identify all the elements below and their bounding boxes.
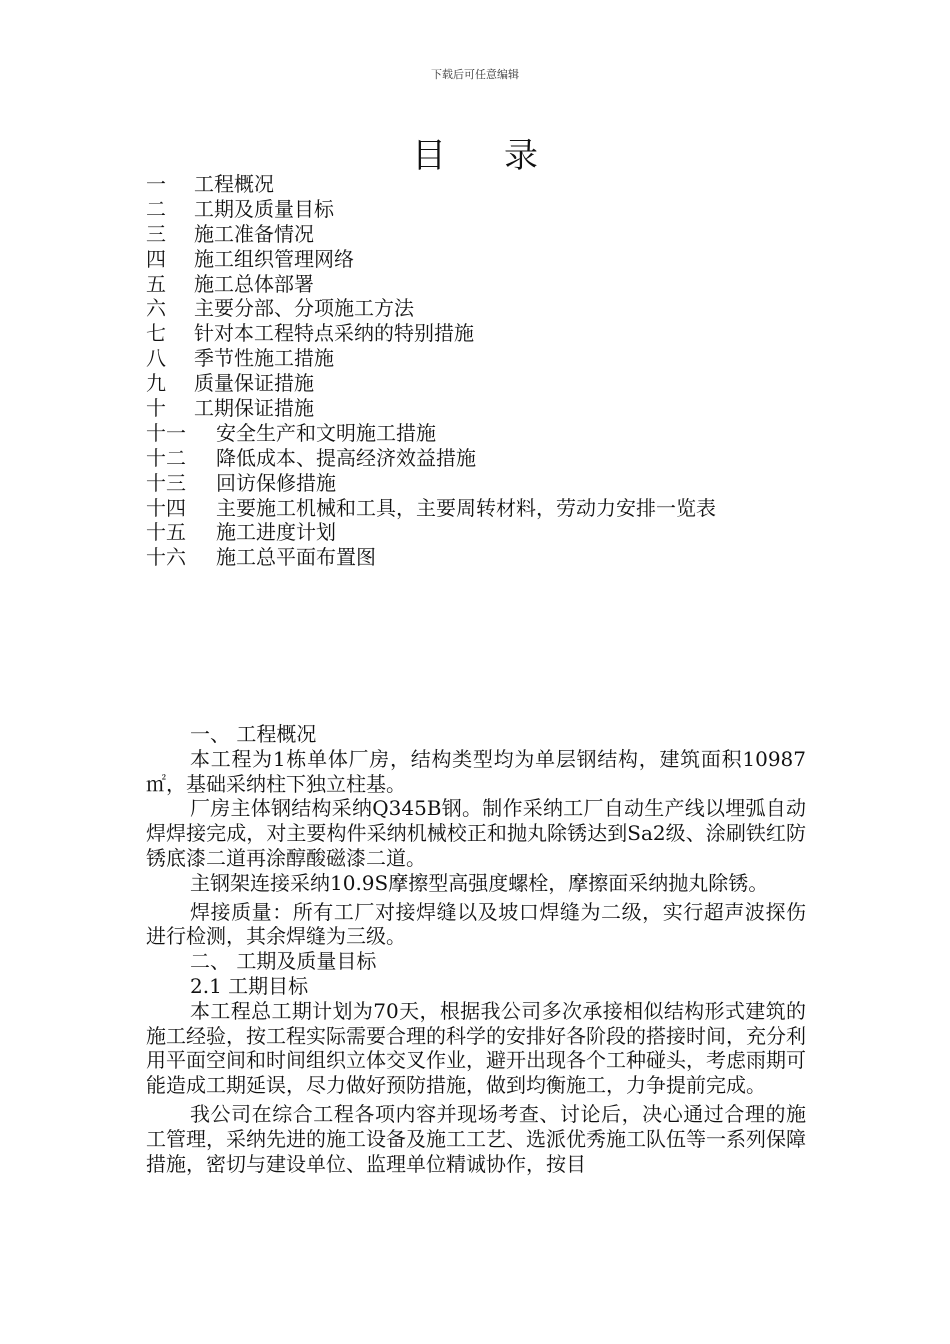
toc-item bbox=[146, 471, 716, 496]
toc-item bbox=[146, 296, 716, 321]
toc-item-number: 十二 bbox=[146, 445, 186, 470]
toc-item bbox=[146, 421, 716, 446]
paragraph: 我公司在综合工程各项内容并现场考查、讨论后，决心通过合理的施工管理，采纳先进的施工设备及施工工艺、选派优秀施工队伍等一系列保障措施，密切与建设单位、监理单位精诚协作，按目 bbox=[146, 1101, 806, 1176]
header-note: 下载后可任意编辑 bbox=[431, 68, 519, 81]
toc-item-text: 降低成本、提高经济效益措施 bbox=[216, 445, 476, 470]
toc-item-text: 工期保证措施 bbox=[194, 396, 314, 421]
toc-item bbox=[146, 520, 716, 545]
toc-item bbox=[146, 222, 716, 247]
toc-item bbox=[146, 446, 716, 471]
toc-item-text: 质量保证措施 bbox=[194, 371, 314, 396]
toc-item-number: 七 bbox=[146, 321, 166, 346]
toc-item-text: 施工进度计划 bbox=[216, 520, 336, 545]
toc-item-number: 十六 bbox=[146, 545, 186, 570]
toc-item-number: 十四 bbox=[146, 495, 186, 520]
toc-item-text: 安全生产和文明施工措施 bbox=[216, 420, 436, 445]
section-heading: 一、 工程概况 bbox=[190, 722, 317, 746]
toc-item bbox=[146, 545, 716, 570]
section-heading: 二、 工期及质量目标 bbox=[190, 949, 377, 974]
toc-item bbox=[146, 496, 716, 521]
toc-item-number: 九 bbox=[146, 371, 166, 396]
toc-item-number: 四 bbox=[146, 246, 166, 271]
toc-item-text: 主要施工机械和工具，主要周转材料，劳动力安排一览表 bbox=[216, 495, 716, 520]
toc-item-text: 工期及质量目标 bbox=[194, 196, 334, 221]
paragraph: 本工程总工期计划为70天，根据我公司多次承接相似结构形式建筑的施工经验，按工程实际需要合理的科学的安排好各阶段的搭接时间，充分利用平面空间和时间组织立体交叉作业，避开出现各个工种碰头，考虑雨期可能造成工期延误，尽力做好预防措施，做到均衡施工，力争提前完成。 bbox=[146, 998, 806, 1098]
toc-item-text: 工程概况 bbox=[194, 172, 274, 196]
toc-item bbox=[146, 197, 716, 222]
toc-item-number: 十三 bbox=[146, 470, 186, 495]
toc-item-text: 针对本工程特点采纳的特别措施 bbox=[194, 321, 474, 346]
toc-item bbox=[146, 272, 716, 297]
toc-item-text: 季节性施工措施 bbox=[194, 346, 334, 371]
paragraph: 主钢架连接采纳10.9S摩擦型高强度螺栓，摩擦面采纳抛丸除锈。 bbox=[190, 870, 769, 895]
toc-item bbox=[146, 396, 716, 421]
toc-item-number: 十一 bbox=[146, 420, 186, 445]
toc-item-text: 施工总平面布置图 bbox=[216, 545, 376, 570]
paragraph: 厂房主体钢结构采纳Q345B钢。制作采纳工厂自动生产线以埋弧自动焊焊接完成，对主要构件采纳机械校正和抛丸除锈达到Sa2级、涂刷铁红防锈底漆二道再涂醇酸磁漆二道。 bbox=[146, 796, 806, 870]
toc-item bbox=[146, 321, 716, 346]
toc-item-text: 施工总体部署 bbox=[194, 271, 314, 296]
toc-item-number: 六 bbox=[146, 296, 166, 321]
toc-item-number: 五 bbox=[146, 271, 166, 296]
toc-item-text: 施工组织管理网络 bbox=[194, 246, 354, 271]
toc-item bbox=[146, 371, 716, 396]
toc-item-text: 回访保修措施 bbox=[216, 470, 336, 495]
toc-item-number: 八 bbox=[146, 346, 166, 371]
toc-item-number: 三 bbox=[146, 221, 166, 246]
table-of-contents bbox=[146, 172, 716, 570]
paragraph: 焊接质量：所有工厂对接焊缝以及坡口焊缝为二级，实行超声波探伤进行检测，其余焊缝为三级。 bbox=[146, 899, 806, 949]
subsection-heading: 2.1 工期目标 bbox=[190, 973, 309, 998]
paragraph: 本工程为1栋单体厂房，结构类型均为单层钢结构，建筑面积10987㎡，基础采纳柱下独立柱基。 bbox=[146, 746, 806, 796]
toc-item bbox=[146, 172, 716, 197]
toc-item-number: 二 bbox=[146, 196, 166, 221]
toc-item-number: 十五 bbox=[146, 520, 186, 545]
toc-title: 目录 bbox=[412, 136, 596, 176]
toc-item bbox=[146, 247, 716, 272]
document-body bbox=[146, 722, 806, 1176]
toc-item-text: 主要分部、分项施工方法 bbox=[194, 296, 414, 321]
toc-item-number: 一 bbox=[146, 172, 166, 196]
toc-item-text: 施工准备情况 bbox=[194, 221, 314, 246]
toc-item bbox=[146, 346, 716, 371]
toc-item-number: 十 bbox=[146, 396, 166, 421]
